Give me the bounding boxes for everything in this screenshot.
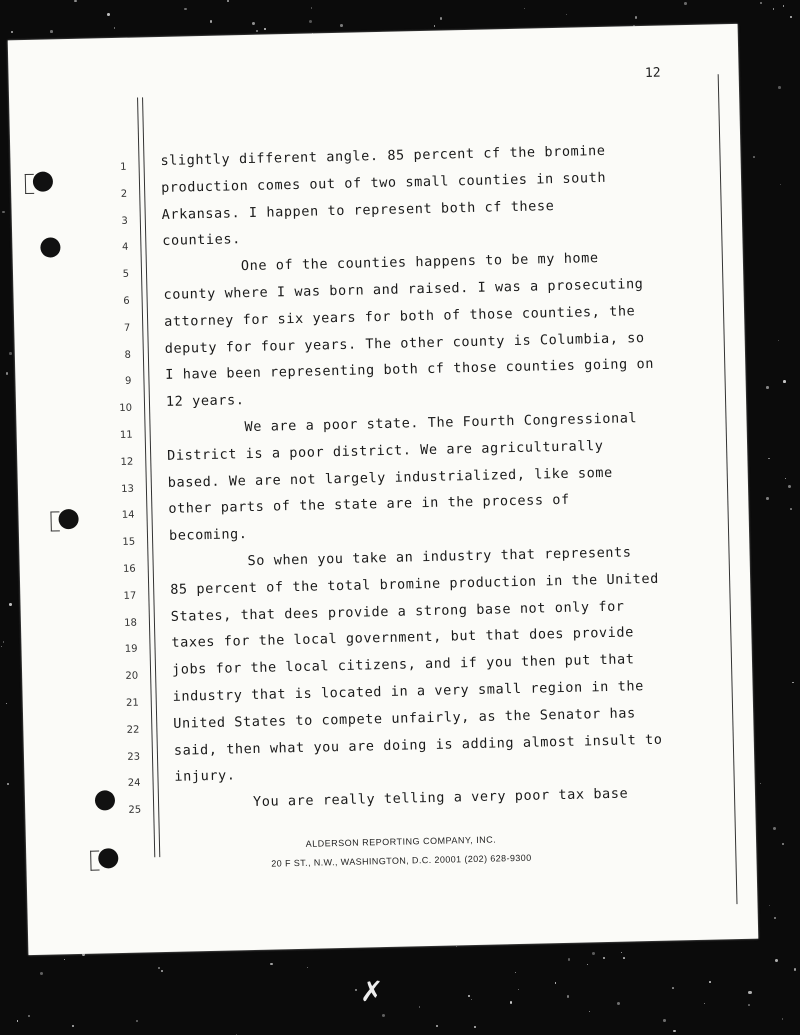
line-number: 4 (121, 242, 129, 254)
noise-speck (114, 27, 115, 28)
noise-speck (468, 995, 470, 997)
line-number: 23 (127, 751, 141, 763)
line-text: jobs for the local citizens, and if you then put that (171, 651, 635, 679)
noise-speck (72, 1025, 74, 1027)
noise-speck (587, 964, 588, 965)
noise-speck (766, 497, 769, 500)
noise-speck (775, 959, 778, 962)
line-text: United States to compete unfairly, as the Senator has (173, 705, 636, 732)
noise-speck (788, 485, 791, 488)
noise-speck (28, 1015, 30, 1017)
line-number: 5 (122, 268, 130, 281)
noise-speck (785, 478, 786, 479)
noise-speck (778, 340, 779, 341)
noise-speck (769, 905, 770, 906)
line-text: said, then what you are doing is adding almost insult to (173, 731, 663, 759)
noise-speck (774, 917, 776, 919)
line-number: 24 (127, 777, 141, 790)
line-text: 12 years. (165, 392, 245, 411)
noise-speck (748, 991, 751, 994)
noise-speck (236, 1034, 237, 1035)
scratch-mark: ✗ (360, 975, 384, 1008)
noise-speck (252, 22, 255, 25)
noise-speck (50, 30, 53, 33)
line-number: 15 (122, 536, 136, 549)
noise-speck (778, 86, 781, 89)
line-text: other parts of the state are in the process of (168, 492, 570, 518)
noise-speck (672, 987, 674, 989)
noise-speck (760, 783, 761, 784)
noise-speck (773, 827, 776, 830)
noise-speck (340, 24, 343, 27)
noise-speck (515, 972, 516, 973)
line-number: 20 (125, 670, 139, 683)
noise-speck (256, 30, 258, 32)
noise-speck (434, 25, 435, 26)
line-number: 1 (120, 161, 127, 173)
noise-speck (567, 995, 569, 997)
noise-speck (635, 16, 638, 19)
noise-speck (1, 646, 2, 647)
line-text: One of the counties happens to be my home (240, 250, 599, 275)
line-text: based. We are not largely industrialized, like some (167, 464, 613, 491)
line-number: 21 (125, 697, 139, 709)
noise-speck (704, 1003, 705, 1004)
noise-speck (617, 1002, 620, 1005)
noise-speck (568, 958, 570, 960)
transcript-lines (8, 24, 738, 817)
line-text: becoming. (168, 526, 248, 545)
noise-speck (2, 211, 4, 213)
line-text: county where I was born and raised. I was a prosecuting (163, 276, 644, 303)
line-number: 17 (123, 590, 137, 602)
noise-speck (309, 20, 312, 23)
noise-speck (3, 641, 4, 642)
line-text: taxes for the local government, but that does provide (171, 624, 635, 652)
noise-speck (40, 972, 43, 975)
footer-address: 20 F ST., N.W., WASHINGTON, D.C. 20001 (202) 628-9300 (271, 852, 532, 869)
noise-speck (510, 1001, 512, 1003)
line-text: production comes out of two small counties in south (160, 169, 607, 196)
footer-company: ALDERSON REPORTING COMPANY, INC. (305, 834, 497, 849)
noise-speck (7, 783, 9, 785)
line-text: I have been representing both cf those counties going on (165, 356, 655, 384)
line-number: 6 (123, 295, 130, 307)
line-text: 85 percent of the total bromine production in the United (170, 570, 660, 598)
noise-speck (773, 8, 775, 10)
noise-speck (184, 8, 186, 10)
noise-speck (566, 14, 568, 16)
noise-speck (210, 20, 213, 23)
noise-speck (456, 946, 457, 947)
noise-speck (474, 1026, 476, 1028)
noise-speck (766, 386, 769, 389)
line-number: 9 (124, 376, 132, 388)
line-number: 7 (123, 322, 131, 334)
noise-speck (419, 1006, 421, 1008)
noise-speck (355, 989, 356, 990)
noise-speck (753, 156, 755, 158)
noise-speck (603, 957, 605, 959)
line-number: 25 (128, 804, 142, 817)
line-text: District is a poor district. We are agriculturally (166, 437, 604, 464)
noise-speck (709, 981, 711, 983)
line-number: 16 (122, 563, 136, 575)
noise-speck (783, 5, 784, 6)
noise-speck (768, 458, 769, 459)
line-text: You are really telling a very poor tax base (252, 785, 629, 811)
noise-speck (270, 963, 273, 966)
noise-speck (782, 1018, 784, 1020)
noise-speck (782, 843, 784, 845)
noise-speck (790, 508, 792, 510)
line-text: We are a poor state. The Fourth Congressional (244, 410, 638, 436)
noise-speck (227, 0, 229, 2)
line-text: injury. (174, 767, 236, 786)
line-number: 2 (120, 188, 128, 200)
line-text: States, that dees provide a strong base not only for (170, 598, 625, 625)
noise-speck (107, 13, 110, 16)
line-number: 11 (119, 429, 133, 441)
noise-speck (264, 28, 265, 29)
line-text: industry that is located in a very small region in the (172, 678, 645, 705)
line-number: 12 (120, 456, 134, 468)
line-number: 14 (121, 510, 135, 522)
line-number: 8 (124, 349, 132, 361)
noise-speck (684, 2, 687, 5)
line-number: 13 (121, 483, 135, 495)
noise-speck (161, 970, 163, 972)
noise-speck (518, 989, 520, 991)
noise-speck (17, 1020, 19, 1022)
noise-speck (440, 17, 443, 20)
line-text: Arkansas. I happen to represent both cf these (161, 197, 555, 223)
line-number: 18 (124, 617, 138, 629)
noise-speck (9, 352, 12, 355)
noise-speck (382, 1014, 385, 1017)
noise-speck (6, 703, 8, 705)
noise-speck (158, 967, 161, 970)
noise-speck (311, 7, 312, 8)
page-number: 12 (644, 65, 661, 81)
noise-speck (623, 957, 625, 959)
noise-speck (592, 952, 595, 955)
noise-speck (663, 1019, 666, 1022)
noise-speck (9, 603, 12, 606)
noise-speck (589, 1011, 590, 1012)
noise-speck (780, 184, 781, 185)
line-text: attorney for six years for both of those counties, the (163, 303, 636, 330)
noise-speck (524, 8, 525, 9)
line-text: slightly different angle. 85 percent cf the bromine (160, 142, 606, 169)
line-number: 22 (126, 724, 140, 736)
noise-speck (555, 982, 557, 984)
noise-speck (621, 952, 622, 953)
noise-speck (783, 380, 786, 383)
transcript-page (8, 24, 759, 955)
noise-speck (136, 1020, 138, 1022)
line-number: 3 (121, 215, 128, 227)
noise-speck (794, 968, 796, 970)
noise-speck (74, 0, 76, 2)
noise-speck (790, 16, 792, 18)
noise-speck (471, 999, 473, 1001)
noise-speck (436, 1025, 438, 1027)
line-number: 10 (119, 402, 133, 415)
noise-speck (748, 1004, 750, 1006)
noise-speck (64, 959, 66, 961)
line-text: counties. (162, 231, 242, 250)
noise-speck (760, 2, 762, 4)
noise-speck (11, 31, 13, 33)
line-text: So when you take an industry that represents (247, 544, 632, 570)
noise-speck (307, 967, 308, 968)
noise-speck (6, 372, 8, 374)
noise-speck (673, 1030, 676, 1033)
line-number: 19 (124, 644, 138, 656)
noise-speck (792, 682, 793, 683)
line-text: deputy for four years. The other county is Columbia, so (164, 329, 645, 357)
